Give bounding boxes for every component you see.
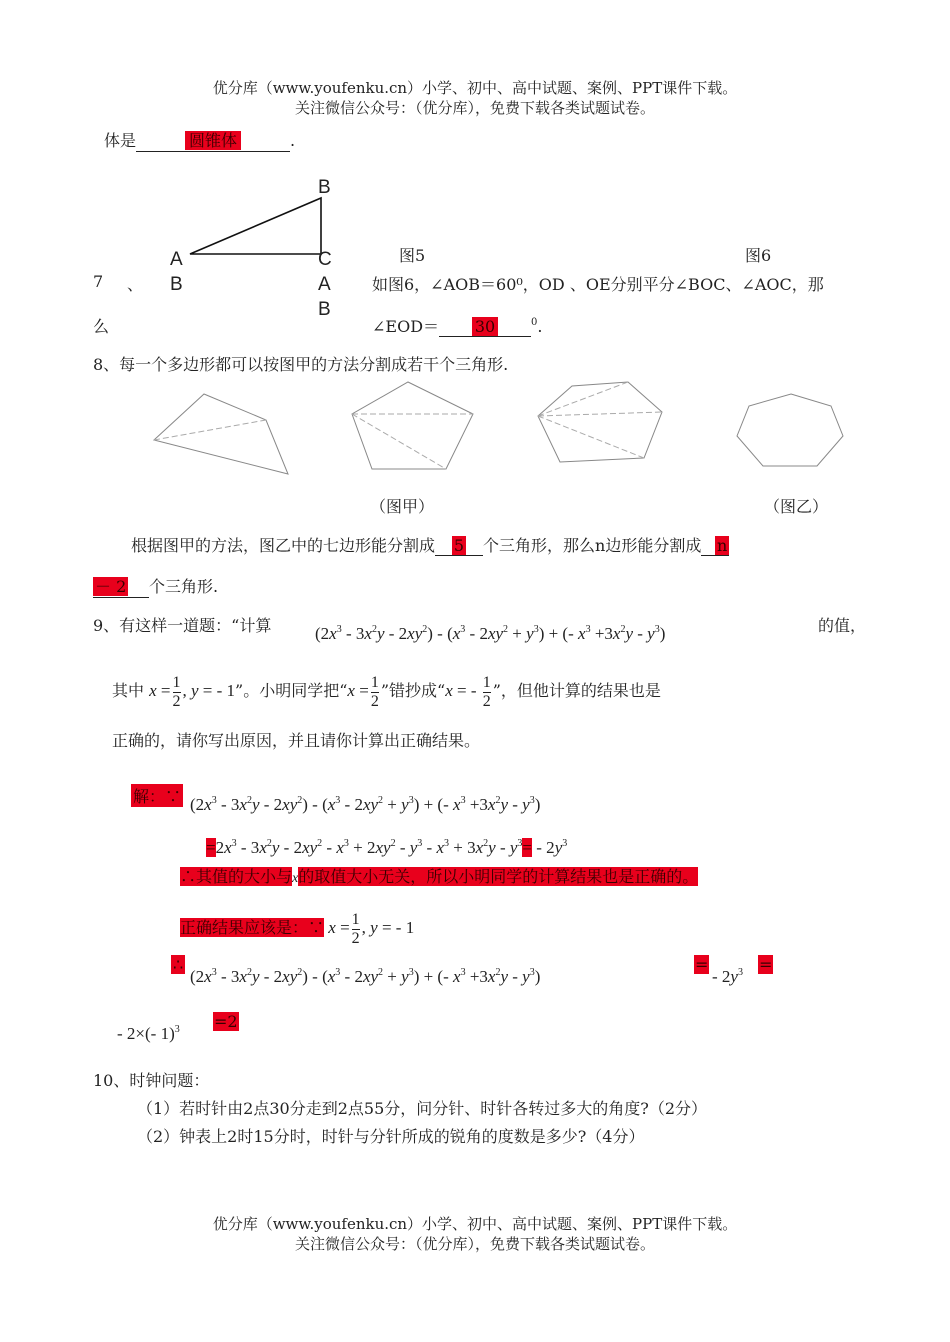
q9-intro-end: 的值， xyxy=(818,616,867,635)
caption-yi: （图乙） xyxy=(764,497,829,516)
q6-answer-line xyxy=(104,128,295,152)
q7-line2 xyxy=(372,314,543,337)
q9-final-eq1: = xyxy=(695,955,709,974)
label-a2: A xyxy=(318,274,331,295)
q8-answer2-a: n xyxy=(717,536,728,555)
q7-degree: 0 xyxy=(531,317,538,328)
label-b3: B xyxy=(318,299,331,320)
q9-line3: 正确的，请你写出原因，并且请你计算出正确结果。 xyxy=(112,731,481,750)
q9-expansion: $=2x^3 - 3x^2y - 2xy^2 - x^3 + 2xy^2 - y^3 - x^3 + 3x^2y - y^3= - 2y^3$ xyxy=(206,838,568,857)
q9-l2-a: 其中 xyxy=(112,681,145,700)
q9-reason-a: ∴其值的大小与 xyxy=(180,867,293,886)
q8-text-c: 个三角形. xyxy=(149,577,219,596)
q9-final-expr: $(2x^3 - 3x^2y - 2xy^2) - (x^3 - 2xy^2 + y^3)$ + (- $x^3 +3x^2y - y^3$) xyxy=(190,967,541,986)
q9-correct-values: x = $\frac{1}{2}$ , y = - 1 xyxy=(328,910,415,947)
page-header-line2: 关注微信公众号：（优分库），免费下载各类试题试卷。 xyxy=(294,99,655,117)
polygon-quadrilateral xyxy=(148,388,298,478)
q7-line1: 如图6，∠AOB＝60⁰，OD 、OE分别平分∠BOC、∠AOC，那 xyxy=(372,275,824,294)
polygon-heptagon xyxy=(733,390,849,470)
q7-sep: 、 xyxy=(127,275,144,294)
q7-number: 7 xyxy=(93,272,104,291)
q9-solution-expr: $(2x^3 - 3x^2y - 2xy^2) - (x^3 - 2xy^2 + y^3)$ + (- $x^3 +3x^2y - y^3$) xyxy=(190,795,541,814)
q8-text-b: 个三角形，那么n边形能分割成 xyxy=(483,536,702,555)
q7-blank xyxy=(439,317,531,337)
q8-text-a: 根据图甲的方法，图乙中的七边形能分割成 xyxy=(131,536,436,555)
q9-final-value: =2 xyxy=(214,1012,238,1031)
q9-final-neg2y3: - $2y^3$ xyxy=(712,967,743,986)
label-c: C xyxy=(318,249,332,270)
label-a: A xyxy=(170,249,183,270)
q9-correct-label: 正确结果应该是：∵ xyxy=(180,918,325,937)
q9-solution-label: 解：∵ xyxy=(131,784,183,807)
label-b: B xyxy=(318,177,331,198)
q7-answer: 30 xyxy=(472,317,498,336)
caption-jia: （图甲） xyxy=(370,497,435,516)
figure5-triangle xyxy=(185,190,335,260)
q8-blank1 xyxy=(435,536,483,556)
q9-reason xyxy=(180,864,698,887)
q6-prefix: 体是 xyxy=(104,131,137,150)
q7-wrap: 么 xyxy=(93,317,110,336)
q9-l2-c: ”错抄成“ xyxy=(380,681,446,700)
caption-fig5: 图5 xyxy=(399,246,426,265)
label-b2: B xyxy=(170,274,183,295)
q8-answer1: 5 xyxy=(453,536,465,555)
q6-blank xyxy=(136,128,290,152)
polygon-pentagon xyxy=(348,378,478,474)
q8-blank2-start xyxy=(701,536,729,556)
q9-reason-x: x xyxy=(292,871,299,886)
page-footer-line1: 优分库（www.youfenku.cn）小学、初中、高中试题、案例、PPT课件下载。 xyxy=(212,1215,738,1233)
q9-final-eq2: = xyxy=(759,955,773,974)
q10-part1: （1）若时针由2点30分走到2点55分，问分针、时针各转过多大的角度?（2分） xyxy=(137,1099,708,1118)
polygon-hexagon xyxy=(534,378,666,468)
page-footer-line2: 关注微信公众号：（优分库），免费下载各类试题试卷。 xyxy=(294,1235,655,1253)
q10-title: 10、时钟问题： xyxy=(93,1071,210,1090)
q8-answer-line2 xyxy=(93,574,218,598)
q8-answer-line1 xyxy=(131,533,729,556)
q10-part2: （2）钟表上2时15分时，时针与分针所成的锐角的度数是多少?（4分） xyxy=(137,1127,645,1146)
q8-answer2-b: － 2 xyxy=(95,577,127,596)
q9-final-calc: - 2×(- 1)$^3$ xyxy=(117,1024,180,1043)
q8-title: 8、每一个多边形都可以按图甲的方法分割成若干个三角形. xyxy=(93,355,509,374)
q9-reason-b: 的取值大小无关，所以小明同学的计算结果也是正确的。 xyxy=(298,867,699,886)
q9-expression: $(2x^3 - 3x^2y - 2xy^2) - (x^3 - 2xy^2 + y^3)$ + (- $x^3 +3x^2y - y^3$) xyxy=(315,624,666,643)
q9-l2-b: ”。小明同学把“ xyxy=(235,681,348,700)
q7-end: . xyxy=(537,317,543,336)
q9-eq-mark1: = xyxy=(206,838,216,857)
q9-line2 xyxy=(112,666,661,716)
caption-fig6: 图6 xyxy=(745,246,772,265)
q9-therefore: ∴ xyxy=(173,955,184,974)
q9-wrong-x: x = - $\frac{1}{2}$ xyxy=(445,673,491,710)
q9-correct-line xyxy=(180,906,414,950)
q9-intro: 9、有这样一道题：“计算 xyxy=(93,616,272,635)
q9-l2-d: ”，但他计算的结果也是 xyxy=(492,681,661,700)
page-header-line1: 优分库（www.youfenku.cn）小学、初中、高中试题、案例、PPT课件下载。 xyxy=(212,79,738,97)
q7-eod-prefix: ∠EOD＝ xyxy=(372,317,440,336)
q9-eq-mark2: = xyxy=(522,838,533,857)
q9-orig-x: x = $\frac{1}{2}$ xyxy=(347,673,379,710)
q6-answer: 圆锥体 xyxy=(185,131,241,150)
q6-suffix: . xyxy=(290,131,296,150)
q8-blank2-end xyxy=(93,574,149,598)
q9-given-values: x = $\frac{1}{2}$ , y = - 1 xyxy=(149,673,236,710)
